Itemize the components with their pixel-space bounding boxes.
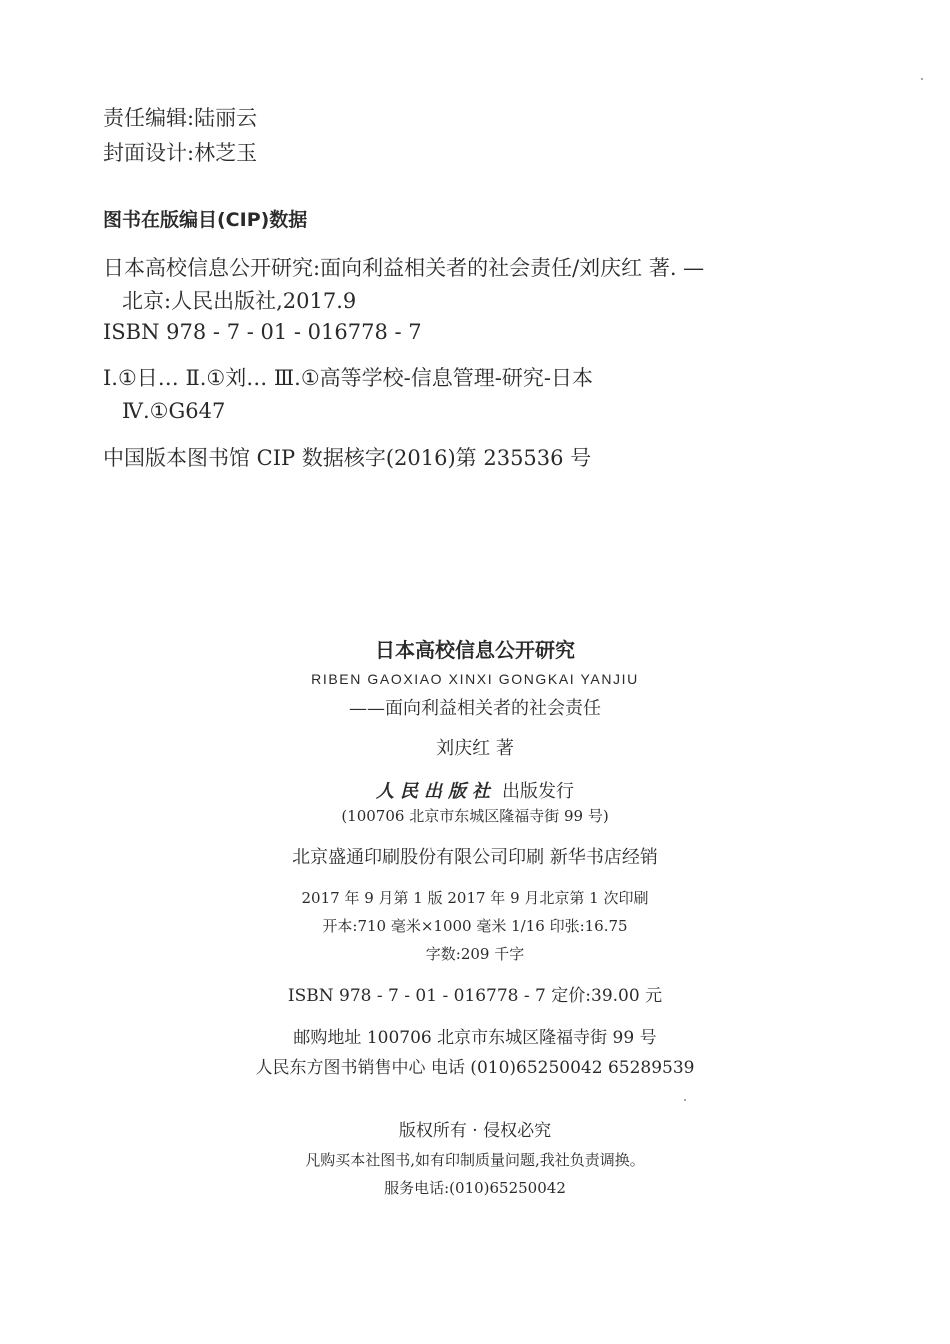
edition-info: 2017 年 9 月第 1 版 2017 年 9 月北京第 1 次印刷 bbox=[301, 889, 649, 907]
publisher-action: 出版发行 bbox=[502, 781, 574, 802]
editor-credit: 责任编辑:陆丽云 bbox=[103, 106, 258, 130]
cip-number: 中国版本图书馆 CIP 数据核字(2016)第 235536 号 bbox=[103, 446, 592, 470]
cip-isbn: ISBN 978 - 7 - 01 - 016778 - 7 bbox=[103, 320, 422, 344]
print-speck bbox=[684, 1099, 686, 1101]
book-author: 刘庆红 著 bbox=[436, 738, 514, 759]
book-title-pinyin: RIBEN GAOXIAO XINXI GONGKAI YANJIU bbox=[311, 671, 639, 687]
copyright-notice: 版权所有 · 侵权必究 bbox=[398, 1121, 552, 1141]
mail-order-address: 邮购地址 100706 北京市东城区隆福寺街 99 号 bbox=[293, 1028, 657, 1048]
cip-publication-line: 北京:人民出版社,2017.9 bbox=[122, 289, 357, 313]
printing-info: 北京盛通印刷股份有限公司印刷 新华书店经销 bbox=[292, 847, 658, 868]
cip-subjects-line-1: Ⅰ.①日… Ⅱ.①刘… Ⅲ.①高等学校-信息管理-研究-日本 bbox=[103, 366, 593, 390]
isbn-price: ISBN 978 - 7 - 01 - 016778 - 7 定价:39.00 元 bbox=[287, 986, 663, 1006]
exchange-policy: 凡购买本社图书,如有印制质量问题,我社负责调换。 bbox=[305, 1151, 645, 1169]
publisher-line bbox=[0, 783, 950, 801]
cover-design-credit: 封面设计:林芝玉 bbox=[103, 141, 258, 165]
print-speck bbox=[921, 78, 923, 80]
cip-subjects-line-2: Ⅳ.①G647 bbox=[122, 399, 226, 423]
service-phone: 服务电话:(010)65250042 bbox=[384, 1179, 566, 1197]
cip-title-line: 日本高校信息公开研究:面向利益相关者的社会责任/刘庆红 著. — bbox=[103, 256, 705, 280]
format-info: 开本:710 毫米×1000 毫米 1/16 印张:16.75 bbox=[322, 917, 628, 935]
sales-center: 人民东方图书销售中心 电话 (010)65250042 65289539 bbox=[255, 1058, 695, 1078]
publisher-address: (100706 北京市东城区隆福寺街 99 号) bbox=[341, 807, 609, 825]
cip-heading: 图书在版编目(CIP)数据 bbox=[103, 209, 308, 231]
word-count: 字数:209 千字 bbox=[425, 945, 525, 963]
book-title: 日本高校信息公开研究 bbox=[375, 638, 575, 662]
publisher-logo: 人民出版社 bbox=[376, 781, 496, 802]
book-subtitle: ——面向利益相关者的社会责任 bbox=[349, 698, 601, 719]
